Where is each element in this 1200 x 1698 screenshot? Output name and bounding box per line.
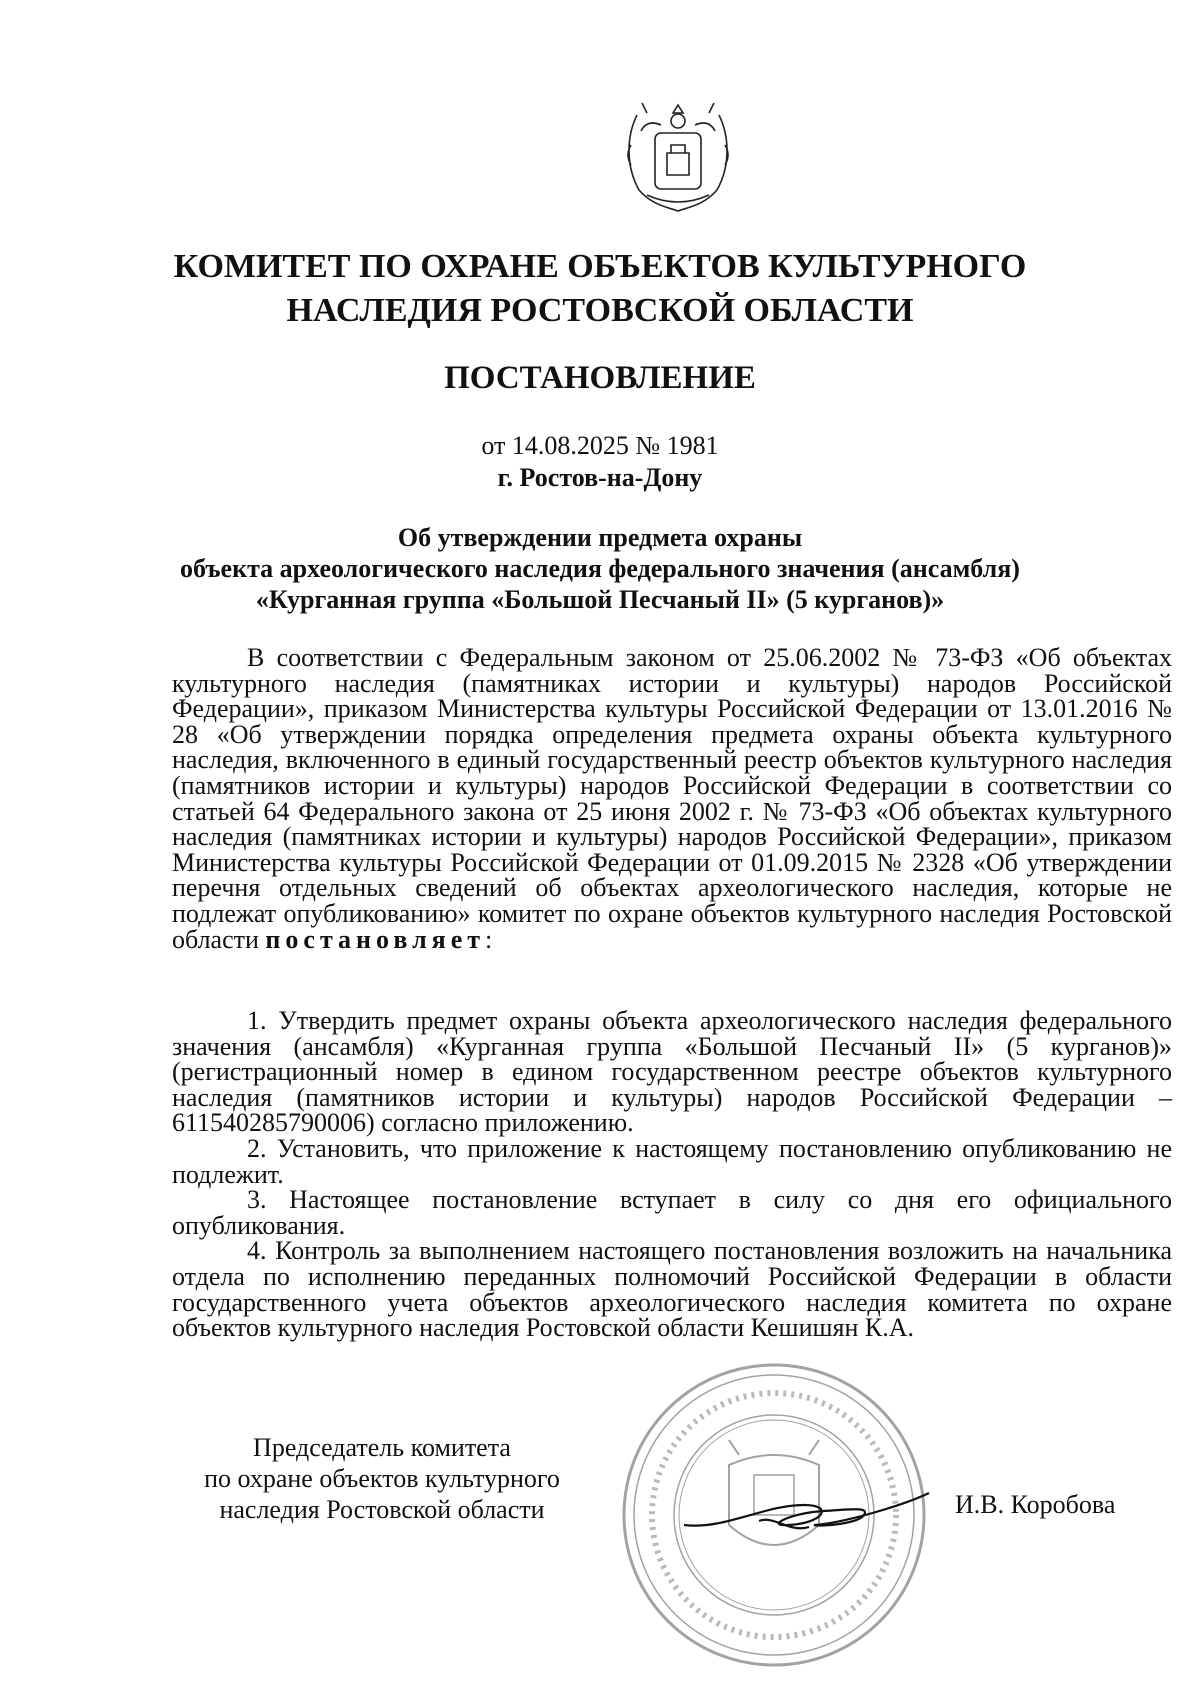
preamble-colon: : [485, 924, 493, 954]
signatory-position [172, 1432, 592, 1525]
official-seal-icon [614, 1355, 944, 1675]
organization-name [0, 245, 1200, 333]
preamble-paragraph [172, 645, 1172, 952]
list-item: 3. Настоящее постановление вступает в силу со дня его официального опубликования. [172, 1185, 1172, 1240]
document-type: ПОСТАНОВЛЕНИЕ [444, 360, 756, 396]
role-line-2: по охране объектов культурного [204, 1464, 560, 1493]
subject-line-1: Об утверждении предмета охраны [397, 523, 803, 552]
list-item: 2. Установить, что приложение к настоящему постановлению опубликованию не подлежит. [172, 1133, 1172, 1189]
org-line-1: КОМИТЕТ ПО ОХРАНЕ ОБЪЕКТОВ КУЛЬТУРНОГО [173, 248, 1027, 285]
subject-line-3: «Курганная группа «Большой Песчаный II» (5 курганов)» [255, 585, 945, 614]
coat-of-arms-icon [617, 95, 739, 213]
org-line-2: НАСЛЕДИЯ РОСТОВСКОЙ ОБЛАСТИ [286, 292, 914, 329]
signatory-name: И.В. Коробова [955, 1490, 1116, 1519]
role-line-1: Председатель комитета [253, 1433, 511, 1462]
list-item: 1. Утвердить предмет охраны объекта археологического наследия федерального значения (ансамбля) «Курганная группа «Большой Песчаный II» (5 курганов)» (регистрационный номер в едином государственном реестре объектов культурного наследия (памятников истории и культуры) народов Российской Федерации – 611540285790006) согласно приложению. [172, 1006, 1172, 1138]
preamble-text: В соответствии с Федеральным законом от 25.06.2002 № 73-ФЗ «Об объектах культурного наследия (памятниках истории и культуры) народов Российской Федерации», приказом Министерства культуры Российской Федерации от 13.01.2016 № 28 «Об утверждении порядка определения предмета охраны объекта культурного наследия, включенного в единый государственный реестр объектов культурного наследия (памятников истории и культуры) народов Российской Федерации в соответствии со статьей 64 Федерального закона от 25 июня 2002 г. № 73-ФЗ «Об объектах культурного наследия (памятниках истории и культуры) народов Российской Федерации», приказом Министерства культуры Российской Федерации от 01.09.2015 № 2328 «Об утверждении перечня отдельных сведений об объектах археологического наследия, которые не подлежат опубликованию» комитет по охране объектов культурного наследия Ростовской области [172, 643, 1172, 954]
resolves-word: постановляет [265, 924, 486, 954]
resolution-items [172, 1008, 1172, 1341]
document-number: от 14.08.2025 № 1981 [481, 431, 719, 460]
subject-line-2: объекта археологического наследия федерального значения (ансамбля) [180, 554, 1020, 583]
document-subject [0, 522, 1200, 615]
list-item: 4. Контроль за выполнением настоящего постановления возложить на начальника отдела по исполнению переданных полномочий Российской Федерации в области государственного учета объектов археологического наследия комитета по охране объектов культурного наследия Ростовской области Кешишян К.А. [172, 1236, 1172, 1343]
document-city: г. Ростов-на-Дону [497, 463, 703, 492]
preamble [172, 645, 1172, 952]
role-line-3: наследия Ростовской области [219, 1495, 545, 1524]
